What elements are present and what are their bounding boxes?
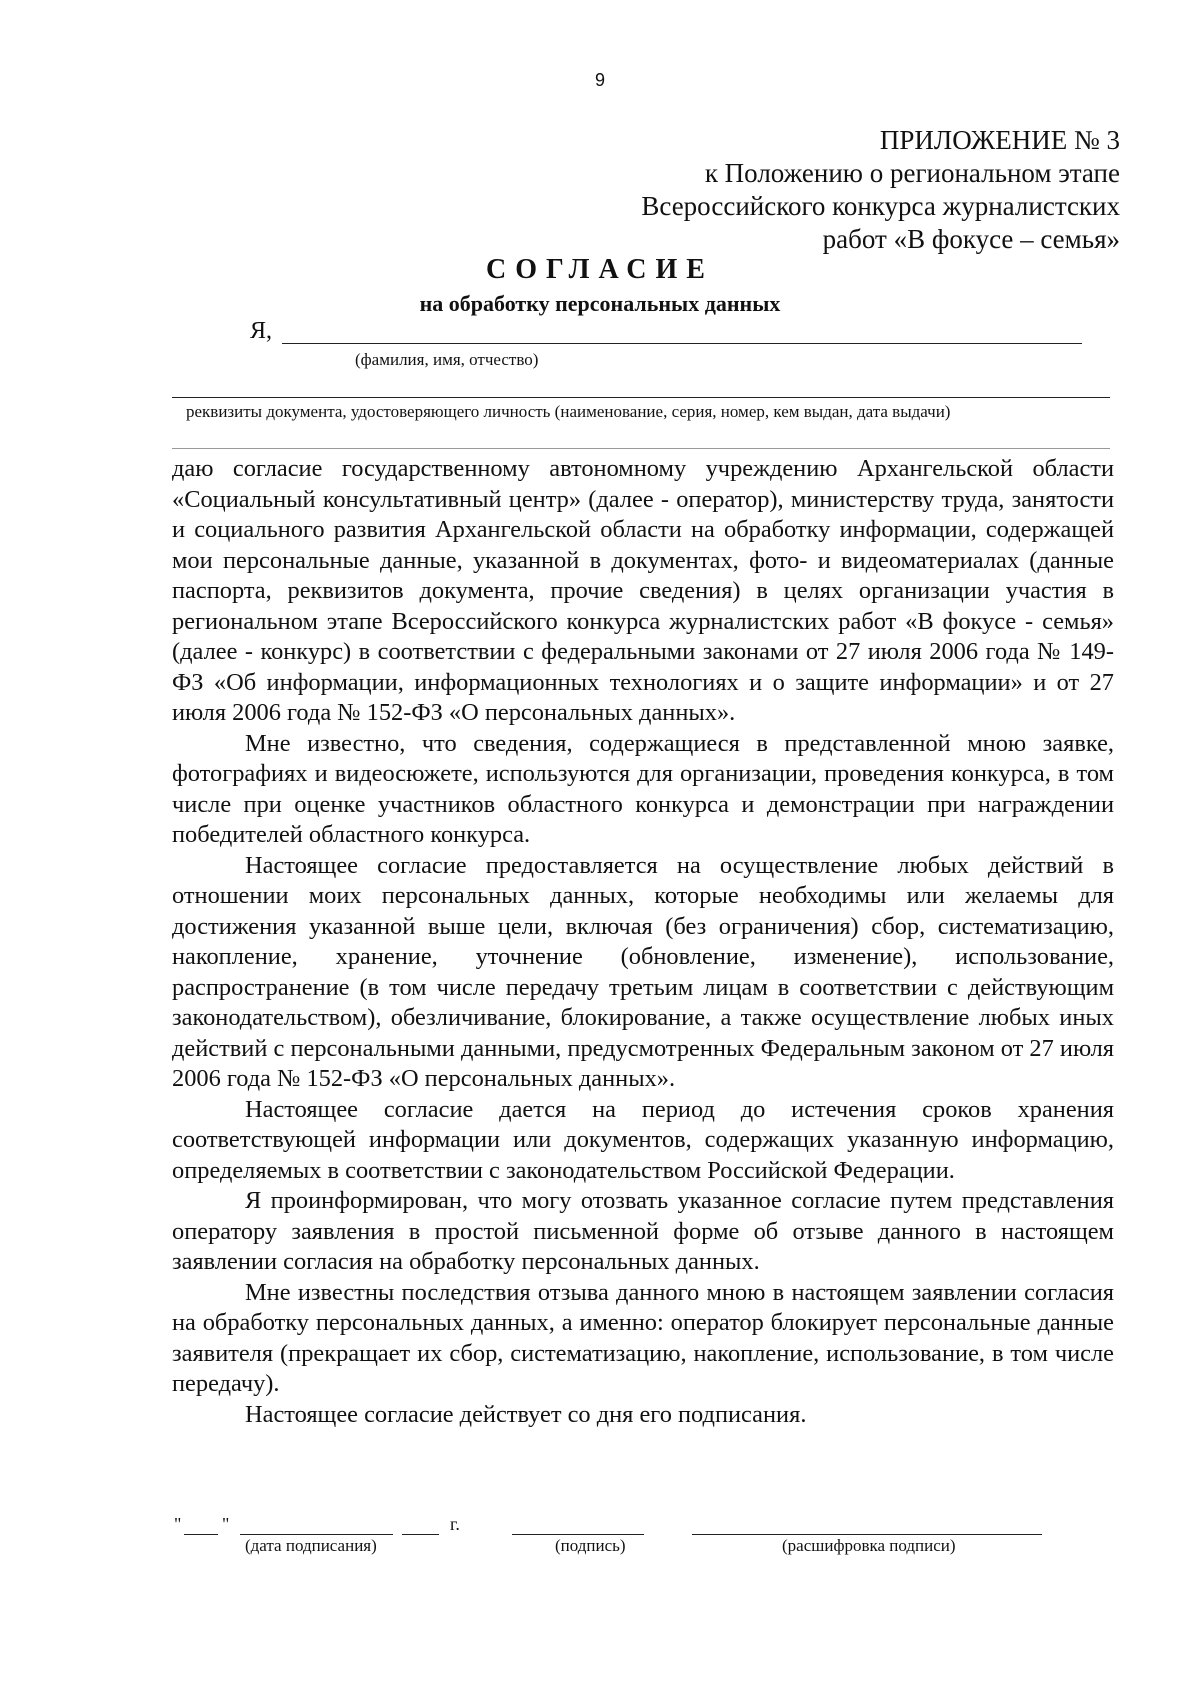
appendix-reference-line: Всероссийского конкурса журналистских bbox=[641, 191, 1120, 221]
appendix-reference-line: к Положению о региональном этапе bbox=[704, 158, 1120, 188]
document-field-line-2[interactable] bbox=[172, 448, 1110, 449]
fio-field-line[interactable] bbox=[282, 343, 1082, 344]
date-caption: (дата подписания) bbox=[245, 1536, 377, 1555]
signature-field-line[interactable] bbox=[512, 1534, 644, 1535]
consent-paragraph: даю согласие государственному автономному учреждению Архангельской области «Социальный консультативный центр» (далее - оператор), министерству труда, занятости и социального развития Архангельской области на обработку информации, содержащей мои персональные данные, указанной в документах, фото- и видеоматериалах (данные паспорта, реквизитов документа, прочие сведения) в целях организации участия в региональном этапе Всероссийского конкурса журналистских работ «В фокусе - семья» (далее - конкурс) в соответствии с федеральными законами от 27 июля 2006 года № 149-ФЗ «Об информации, информационных технологиях и о защите информации» и от 27 июля 2006 года № 152-ФЗ «О персональных данных». bbox=[172, 455, 1114, 726]
appendix-header bbox=[560, 124, 1120, 256]
month-field-line[interactable] bbox=[240, 1534, 393, 1535]
consent-paragraph: Я проинформирован, что могу отозвать указанное согласие путем представления оператору заявления в простой письменной форме об отзыве данного в настоящем заявлении согласия на обработку персональных данных. bbox=[172, 1187, 1114, 1275]
consent-body bbox=[172, 454, 1114, 1430]
appendix-reference-line: работ «В фокусе – семья» bbox=[822, 224, 1120, 254]
appendix-number: ПРИЛОЖЕНИЕ № 3 bbox=[879, 125, 1120, 155]
consent-paragraph: Настоящее согласие действует со дня его подписания. bbox=[245, 1400, 807, 1428]
consent-paragraph: Мне известны последствия отзыва данного мною в настоящем заявлении согласия на обработку персональных данных, а именно: оператор блокирует персональные данные заявителя (прекращает их сбор, систематизацию, накопление, использование, в том числе передачу). bbox=[172, 1278, 1114, 1397]
document-subtitle: на обработку персональных данных bbox=[419, 291, 781, 316]
decode-field-line[interactable] bbox=[692, 1534, 1042, 1535]
signature-caption: (подпись) bbox=[555, 1536, 626, 1555]
decode-caption: (расшифровка подписи) bbox=[782, 1536, 956, 1555]
day-field-line[interactable] bbox=[184, 1534, 218, 1535]
year-suffix: г. bbox=[450, 1514, 460, 1534]
consent-paragraph: Настоящее согласие дается на период до истечения сроков хранения соответствующей информации или документов, содержащих указанную информацию, определяемых в соответствии с законодательством Российской Федерации. bbox=[172, 1095, 1114, 1184]
fio-caption: (фамилия, имя, отчество) bbox=[355, 350, 539, 369]
date-quote-close: " bbox=[222, 1514, 230, 1534]
ya-label: Я, bbox=[250, 318, 273, 344]
date-quote-open: " bbox=[174, 1514, 182, 1534]
year-field-line[interactable] bbox=[402, 1534, 439, 1535]
document-title: СОГЛАСИЕ bbox=[486, 254, 714, 285]
consent-paragraph: Мне известно, что сведения, содержащиеся в представленной мною заявке, фотографиях и видеосюжете, используются для организации, проведения конкурса, в том числе при оценке участников областного конкурса и демонстрации при награждении победителей областного конкурса. bbox=[172, 729, 1114, 848]
page-number: 9 bbox=[594, 70, 605, 90]
document-field-line[interactable] bbox=[172, 397, 1110, 398]
consent-paragraph: Настоящее согласие предоставляется на осуществление любых действий в отношении моих персональных данных, которые необходимы или желаемы для достижения указанной выше цели, включая (без ограничения) сбор, систематизацию, накопление, хранение, уточнение (обновление, изменение), использование, распространение (в том числе передачу третьим лицам в соответствии с действующим законодательством), обезличивание, блокирование, а также осуществление любых иных действий с персональными данными, предусмотренных Федеральным законом от 27 июля 2006 года № 152-ФЗ «О персональных данных». bbox=[172, 851, 1114, 1092]
document-caption: реквизиты документа, удостоверяющего личность (наименование, серия, номер, кем выдан, дата выдачи) bbox=[186, 402, 951, 421]
